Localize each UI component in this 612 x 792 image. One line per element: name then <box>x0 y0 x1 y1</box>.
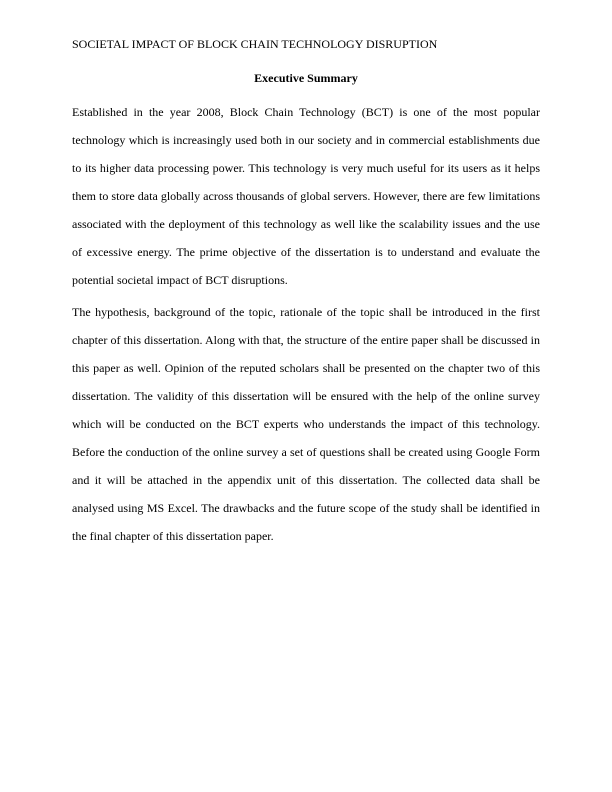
paragraph-1: Established in the year 2008, Block Chain Technology (BCT) is one of the most popular technology which is increasingly used both in our society and in commercial establishments due to its higher data processing power. This technology is very much useful for its users as it helps them to store data globally across thousands of global servers. However, there are few limitations associated with the deployment of this technology as well like the scalability issues and the use of excessive energy. The prime objective of the dissertation is to understand and evaluate the potential societal impact of BCT disruptions. <box>72 105 540 287</box>
paragraph-2: The hypothesis, background of the topic, rationale of the topic shall be introduced in the first chapter of this dissertation. Along with that, the structure of the entire paper shall be discussed in this paper as well. Opinion of the reputed scholars shall be presented on the chapter two of this dissertation. The validity of this dissertation will be ensured with the help of the online survey which will be conducted on the BCT experts who understands the impact of this technology. Before the conduction of the online survey a set of questions shall be created using Google Form and it will be attached in the appendix unit of this dissertation. The collected data shall be analysed using MS Excel. The drawbacks and the future scope of the study shall be identified in the final chapter of this dissertation paper. <box>72 305 540 543</box>
running-head: SOCIETAL IMPACT OF BLOCK CHAIN TECHNOLOGY DISRUPTION <box>72 37 438 51</box>
section-title: Executive Summary <box>254 71 358 85</box>
body-text <box>72 98 540 554</box>
